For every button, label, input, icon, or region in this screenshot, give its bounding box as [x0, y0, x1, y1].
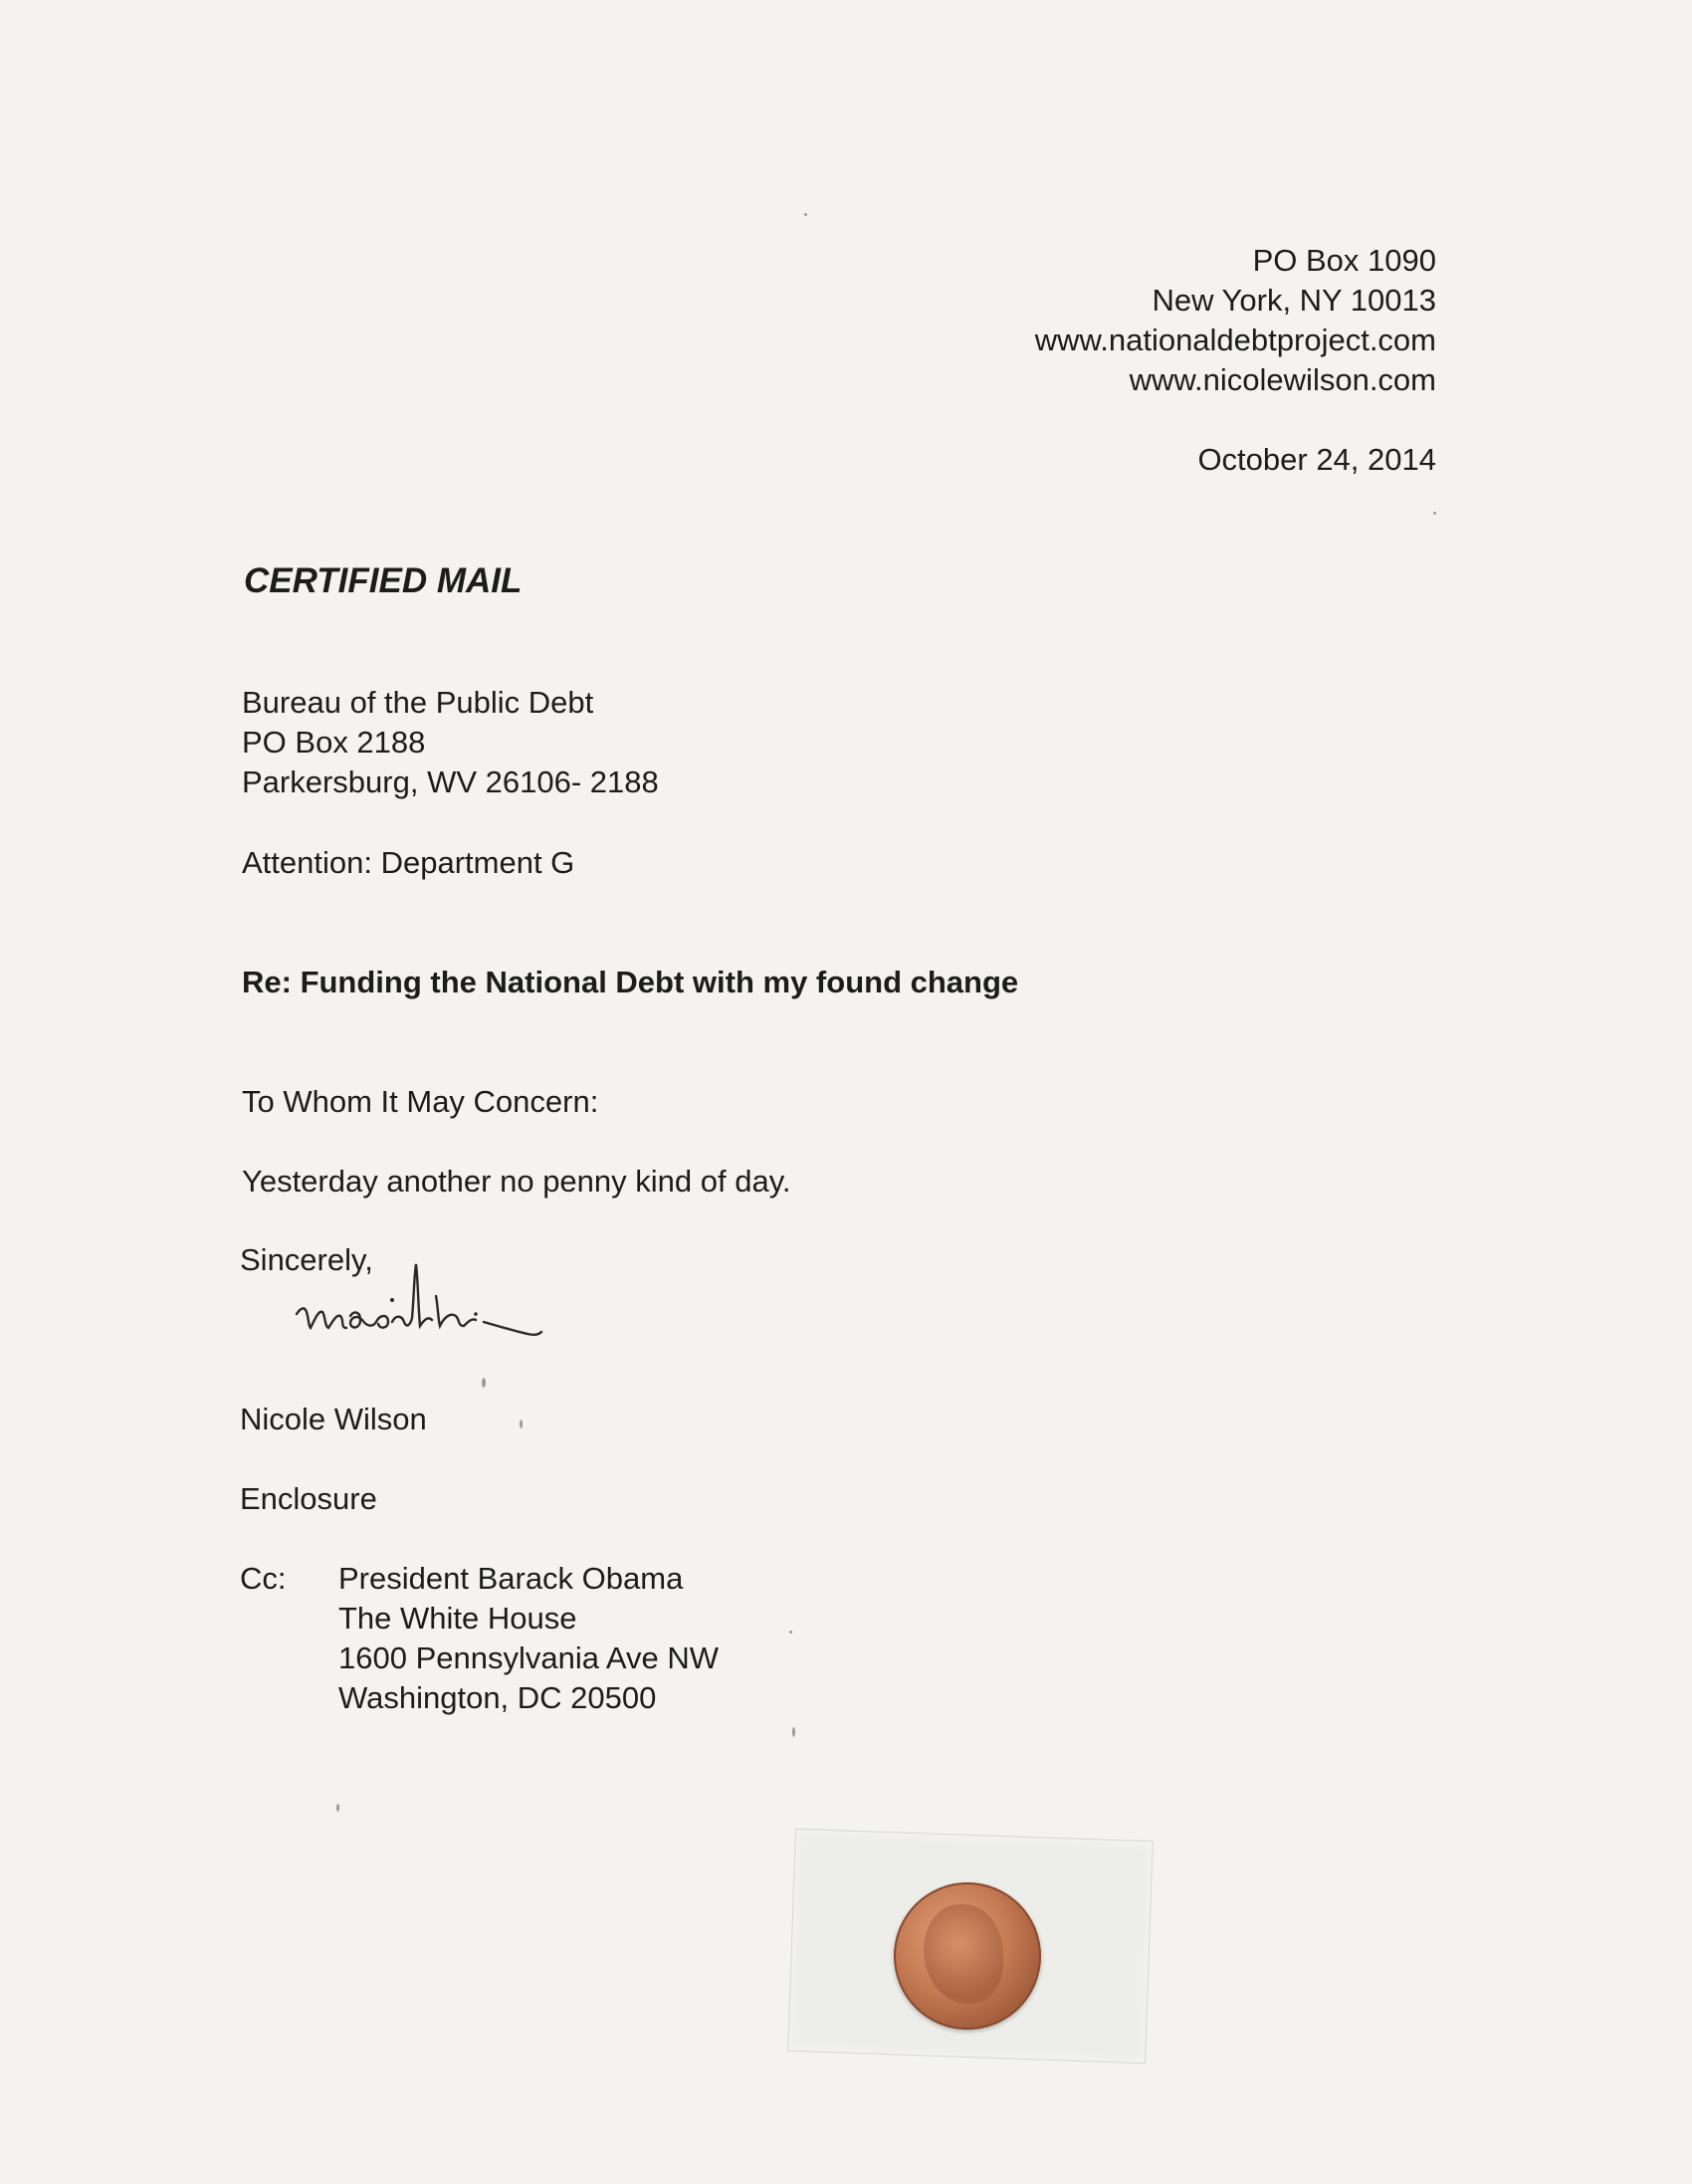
cc-line: President Barack Obama [338, 1561, 684, 1596]
cc-label: Cc: [240, 1561, 287, 1596]
certified-mail-heading: CERTIFIED MAIL [244, 561, 523, 600]
sender-line: www.nationaldebtproject.com [1034, 323, 1436, 357]
paper-speck [520, 1420, 523, 1428]
sender-line: PO Box 1090 [1252, 243, 1436, 278]
letter-body: Yesterday another no penny kind of day. [242, 1164, 791, 1199]
attention-line: Attention: Department G [242, 845, 575, 880]
recipient-line: PO Box 2188 [242, 725, 426, 760]
sender-line: New York, NY 10013 [1152, 283, 1436, 318]
paper-speck [804, 213, 807, 216]
sender-line: www.nicolewilson.com [1129, 362, 1436, 397]
subject-line: Re: Funding the National Debt with my found change [242, 965, 1019, 999]
recipient-line: Parkersburg, WV 26106- 2188 [242, 764, 659, 799]
paper-speck [792, 1727, 795, 1737]
penny-portrait [924, 1904, 1003, 2004]
penny-coin [894, 1882, 1041, 2030]
paper-speck [482, 1378, 486, 1388]
cc-line: 1600 Pennsylvania Ave NW [338, 1640, 719, 1675]
sender-address [1035, 241, 1436, 400]
signer-name: Nicole Wilson [240, 1402, 427, 1436]
enclosure-note: Enclosure [240, 1481, 377, 1516]
cc-line: Washington, DC 20500 [338, 1680, 657, 1715]
handwritten-signature [289, 1256, 637, 1376]
paper-speck [1433, 512, 1436, 515]
letter-date: October 24, 2014 [1197, 442, 1436, 477]
recipient-address [242, 683, 659, 802]
closing: Sincerely, [240, 1242, 373, 1277]
paper-speck [789, 1631, 792, 1634]
recipient-line: Bureau of the Public Debt [242, 685, 594, 720]
paper-speck [336, 1804, 339, 1812]
cc-line: The White House [338, 1601, 577, 1636]
cc-address [338, 1559, 719, 1718]
salutation: To Whom It May Concern: [242, 1084, 599, 1119]
